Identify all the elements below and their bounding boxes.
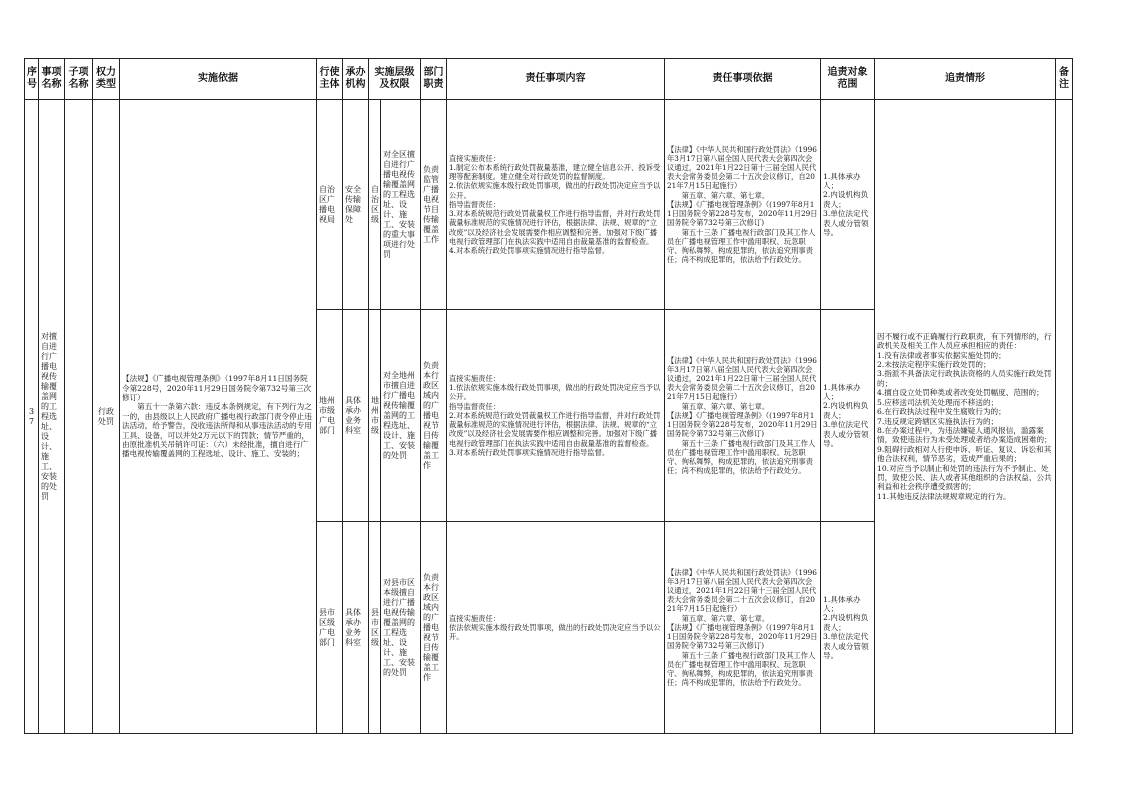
table-row-regional xyxy=(25,100,1073,310)
header-resp-basis: 责任事项依据 xyxy=(665,59,821,100)
cell-resp-content-prefecture: 直接实施责任： 1.依法依规实施本级行政处罚事项，做出的行政处罚决定应当予以公开。 指导监督责任： 2.对本系统规范行政处罚裁量权工作进行指导监督，并对行政处罚裁量标准规范的实施情况进行评估，根据法律、法规、规章的“立改废”以及经济社会发展需要作相应调整和完善。加强对下级广播电视行政管理部门在执法实践中适用自由裁量基准的监督检查。 3.对本系统行政处罚事项实施情况进行指导监督。 xyxy=(447,310,665,522)
header-level: 实施层级及权限 xyxy=(369,59,421,100)
header-row xyxy=(25,59,1073,100)
header-seq: 序号 xyxy=(25,59,39,100)
cell-scope-regional: 1.具体承办人； 2.内设机构负责人； 3.单位法定代表人或分管领导。 xyxy=(821,100,875,310)
cell-agency-prefecture: 具体承办业务科室 xyxy=(343,310,369,522)
header-sub-item: 子项名称 xyxy=(65,59,93,100)
cell-scope-prefecture: 1.具体承办人； 2.内设机构负责人； 3.单位法定代表人或分管领导。 xyxy=(821,310,875,522)
cell-scope-county: 1.具体承办人； 2.内设机构负责人； 3.单位法定代表人或分管领导。 xyxy=(821,522,875,734)
cell-seq: 37 xyxy=(25,100,39,734)
header-basis: 实施依据 xyxy=(120,59,317,100)
header-situations: 追责情形 xyxy=(875,59,1056,100)
header-resp-content: 责任事项内容 xyxy=(447,59,665,100)
cell-duty-regional: 负责监管广播电视节目传输覆盖工作 xyxy=(421,100,447,310)
cell-subject-prefecture: 地州市级广电部门 xyxy=(317,310,343,522)
responsibility-list-page xyxy=(24,58,1073,734)
header-scope: 追责对象范围 xyxy=(821,59,875,100)
cell-resp-basis-prefecture: 【法律】《中华人民共和国行政处罚法》（1996年3月17日第八届全国人民代表大会第四次会议通过，2021年1月22日第十三届全国人民代表大会常务委员会第二十五次会议修订，自2021年7月15日起施行） 第五章、第六章、第七章。 【法规】《广播电视管理条例》（(1997年8月11日国务院令第228号发布，2020年11月29日国务院令第732号第三次修订) 第五十三条 广播电视行政部门及其工作人员在广播电视管理工作中滥用职权、玩忽职守、徇私舞弊，构成犯罪的，依法追究刑事责任；尚不构成犯罪的，依法给予行政处分。 xyxy=(665,310,821,522)
header-agency: 承办机构 xyxy=(343,59,369,100)
cell-level-county: 县市区级 xyxy=(369,522,381,734)
cell-resp-content-regional: 直接实施责任： 1.制定公布本系统行政处罚裁量基准，建立健全信息公开、投诉受理等配套制度。建立健全对行政处罚的监督制度。 2.依法依规实施本级行政处罚事项，做出的行政处罚决定应当予以公开。 指导监督责任： 3.对本系统规范行政处罚裁量权工作进行指导监督，并对行政处罚裁量标准规范的实施情况进行评估，根据法律、法规、规章的“立改废”以及经济社会发展需要作相应调整和完善。加强对下级广播电视行政管理部门在执法实践中适用自由裁量基准的监督检查。 4.对本系统行政处罚事项实施情况进行指导监督。 xyxy=(447,100,665,310)
cell-agency-county: 具体承办业务科室 xyxy=(343,522,369,734)
cell-level-prefecture: 地州市级 xyxy=(369,310,381,522)
cell-level-scope-regional: 对全区擅自进行广播电视传输覆盖网的工程选址、设计、施工、安装的重大事项进行处罚 xyxy=(381,100,421,310)
cell-resp-basis-county: 【法律】《中华人民共和国行政处罚法》（1996年3月17日第八届全国人民代表大会第四次会议通过，2021年1月22日第十三届全国人民代表大会常务委员会第二十五次会议修订，自2021年7月15日起施行） 第五章、第六章、第七章。 【法规】《广播电视管理条例》（(1997年8月11日国务院令第228号发布，2020年11月29日国务院令第732号第三次修订) 第五十三条 广播电视行政部门及其工作人员在广播电视管理工作中滥用职权、玩忽职守、徇私舞弊，构成犯罪的，依法追究刑事责任；尚不构成犯罪的，依法给予行政处分。 xyxy=(665,522,821,734)
cell-basis: 【法规】《广播电视管理条例》（1997年8月11日国务院令第228号，2020年11月29日国务院令第732号第三次修订） 第五十一条第六款：违反本条例规定，有下列行为之一的，由县级以上人民政府广播电视行政部门责令停止违法活动，给予警告，没收违法所得和从事违法活动的专用工具、设备，可以并处2万元以下的罚款；情节严重的，由原批准机关吊销许可证：（六）未经批准，擅自进行广播电视传输覆盖网的工程选址、设计、施工、安装的； xyxy=(120,100,317,734)
cell-subject-county: 县市区级广电部门 xyxy=(317,522,343,734)
cell-sub-item xyxy=(65,100,93,734)
cell-item-name: 对擅自进行广播电视传输覆盖网的工程选址、设计、施工、安装的处罚 xyxy=(39,100,65,734)
cell-remark xyxy=(1056,100,1073,734)
header-remark: 备注 xyxy=(1056,59,1073,100)
header-subject: 行使主体 xyxy=(317,59,343,100)
cell-agency-regional: 安全传输保障处 xyxy=(343,100,369,310)
cell-resp-content-county: 直接实施责任： 依法依规实施本级行政处罚事项，做出的行政处罚决定应当予以公开。 xyxy=(447,522,665,734)
cell-situations: 因不履行或不正确履行行政职责，有下列情形的，行政机关及相关工作人员应承担相应的责任： 1.没有法律或者事实依据实施处罚的； 2.未按法定程序实施行政处罚的； 3.指派不具备法定行政执法资格的人员实施行政处罚的； 4.擅自设立处罚种类或者改变处罚幅度、范围的； 5.应移送司法机关处理而不移送的； 6.在行政执法过程中发生腐败行为的； 7.违反规定跨辖区实施执法行为的； 8.在办案过程中，为违法嫌疑人通风报信，滥露案情，致使违法行为未受处理或者给办案造成困难的； 9.阻碍行政相对人行使申诉、听证、复议、诉讼和其他合法权利，情节恶劣，造成严重后果的； 10.对应当予以制止和处罚的违法行为不予制止、处罚，致使公民、法人或者其他组织的合法权益、公共利益和社会秩序遭受损害的； 11.其他违反法律法规规章规定的行为。 xyxy=(875,100,1056,734)
header-power-type: 权力类型 xyxy=(93,59,120,100)
header-duty: 部门职责 xyxy=(421,59,447,100)
responsibility-table xyxy=(24,58,1073,734)
cell-resp-basis-regional: 【法律】《中华人民共和国行政处罚法》（1996年3月17日第八届全国人民代表大会第四次会议通过，2021年1月22日第十三届全国人民代表大会常务委员会第二十五次会议修订，自2021年7月15日起施行） 第五章、第六章、第七章。 【法规】《广播电视管理条例》（(1997年8月11日国务院令第228号发布，2020年11月29日国务院令第732号第三次修订) 第五十三条 广播电视行政部门及其工作人员在广播电视管理工作中滥用职权、玩忽职守、徇私舞弊，构成犯罪的，依法追究刑事责任；尚不构成犯罪的，依法给予行政处分。 xyxy=(665,100,821,310)
cell-power-type: 行政处罚 xyxy=(93,100,120,734)
cell-level-scope-prefecture: 对全地州市擅自进行广播电视传输覆盖网的工程选址、设计、施工、安装的处罚 xyxy=(381,310,421,522)
cell-level-regional: 自治区级 xyxy=(369,100,381,310)
header-item-name: 事项名称 xyxy=(39,59,65,100)
cell-duty-prefecture: 负责本行政区域内的广播电视节目传输覆盖工作 xyxy=(421,310,447,522)
cell-level-scope-county: 对县市区本级擅自进行广播电视传输覆盖网的工程选址、设计、施工、安装的处罚 xyxy=(381,522,421,734)
cell-subject-regional: 自治区广播电视局 xyxy=(317,100,343,310)
cell-duty-county: 负责本行政区域内的广播电视节目传输覆盖工作 xyxy=(421,522,447,734)
